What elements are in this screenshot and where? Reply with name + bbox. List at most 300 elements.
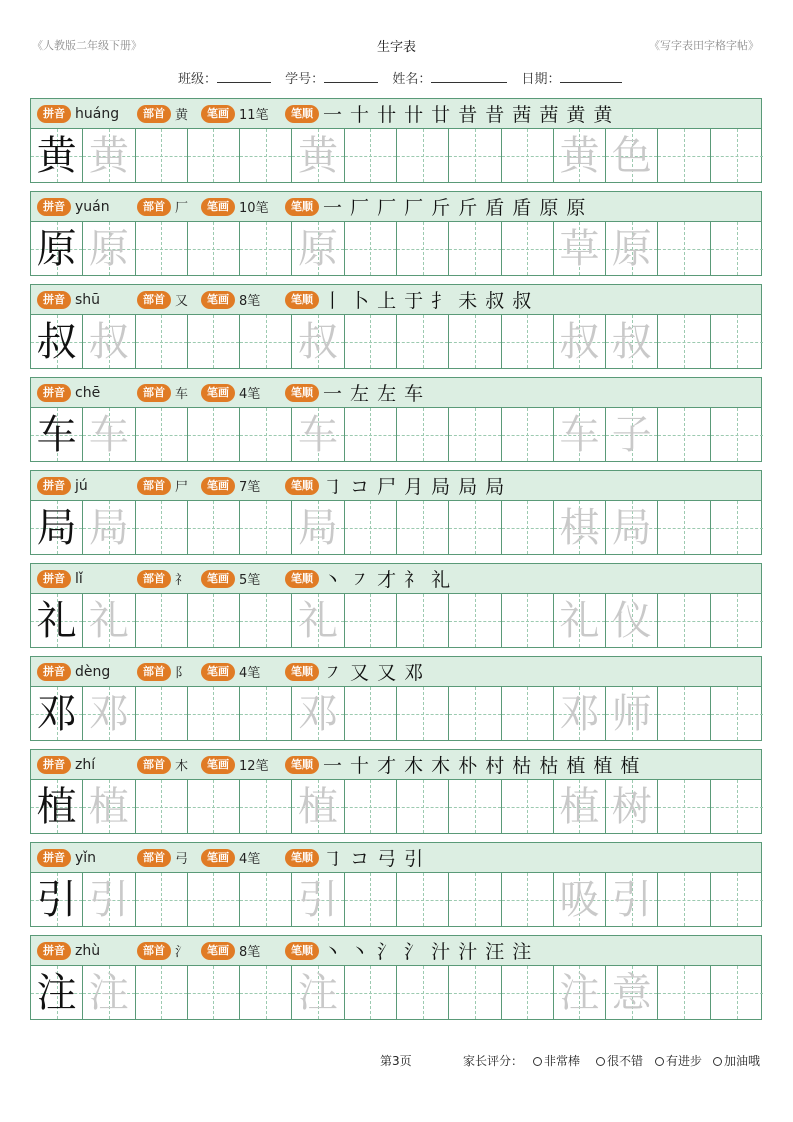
practice-cell[interactable] — [397, 408, 449, 461]
radical-badge: 部首 — [137, 291, 171, 309]
practice-cell[interactable] — [711, 966, 763, 1019]
stroke-order-value: ㇇ 又 又 邓 — [323, 662, 425, 684]
practice-cell[interactable] — [554, 129, 606, 182]
stroke-order-badge: 笔顺 — [285, 942, 319, 960]
character-unit — [30, 284, 762, 377]
trace-character: 局 — [88, 504, 129, 551]
pinyin-badge: 拼音 — [37, 384, 71, 402]
practice-grid — [30, 779, 762, 834]
practice-cell[interactable] — [345, 408, 397, 461]
practice-grid — [30, 221, 762, 276]
model-character: 叔 — [36, 318, 77, 365]
practice-cell[interactable] — [345, 966, 397, 1019]
trace-character: 师 — [611, 690, 652, 737]
trace-character: 局 — [298, 504, 339, 551]
radical-value: 氵 — [175, 945, 189, 960]
practice-cell[interactable] — [502, 687, 554, 740]
practice-cell[interactable] — [449, 501, 501, 554]
practice-cell[interactable] — [240, 687, 292, 740]
trace-character: 车 — [88, 411, 129, 458]
trace-character: 草 — [559, 225, 600, 272]
practice-cell[interactable] — [188, 594, 240, 647]
character-info-row — [30, 935, 762, 965]
practice-cell[interactable] — [711, 687, 763, 740]
practice-cell[interactable] — [188, 687, 240, 740]
practice-cell[interactable] — [188, 966, 240, 1019]
class-label: 班级： — [178, 72, 218, 87]
practice-cell[interactable] — [292, 222, 344, 275]
trace-character: 叔 — [88, 318, 129, 365]
practice-cell[interactable] — [83, 315, 135, 368]
model-character: 植 — [36, 783, 77, 830]
radical-badge: 部首 — [137, 570, 171, 588]
practice-cell[interactable] — [502, 594, 554, 647]
practice-cell[interactable] — [240, 780, 292, 833]
practice-grid — [30, 965, 762, 1020]
practice-grid — [30, 314, 762, 369]
practice-cell[interactable] — [31, 780, 83, 833]
radical-value: 木 — [175, 759, 189, 774]
pinyin-badge: 拼音 — [37, 942, 71, 960]
practice-cell[interactable] — [606, 129, 658, 182]
practice-cell[interactable] — [397, 687, 449, 740]
trace-character: 植 — [559, 783, 600, 830]
stroke-order-badge: 笔顺 — [285, 105, 319, 123]
practice-grid — [30, 500, 762, 555]
practice-cell[interactable] — [83, 966, 135, 1019]
practice-cell[interactable] — [606, 966, 658, 1019]
practice-cell[interactable] — [31, 966, 83, 1019]
trace-character: 植 — [88, 783, 129, 830]
trace-character: 意 — [611, 969, 652, 1016]
practice-cell[interactable] — [83, 408, 135, 461]
character-info-row — [30, 563, 762, 593]
character-info-row — [30, 842, 762, 872]
trace-character: 原 — [611, 225, 652, 272]
option-good[interactable] — [596, 1052, 643, 1069]
strokes-value: 7笔 — [239, 480, 261, 495]
practice-cell[interactable] — [136, 594, 188, 647]
practice-cell[interactable] — [711, 315, 763, 368]
pinyin-value: zhù — [75, 942, 101, 959]
practice-cell[interactable] — [711, 408, 763, 461]
radical-value: 尸 — [175, 480, 189, 495]
character-unit — [30, 749, 762, 842]
practice-cell[interactable] — [31, 501, 83, 554]
practice-cell[interactable] — [188, 315, 240, 368]
pinyin-value: yuán — [75, 198, 110, 215]
character-unit — [30, 377, 762, 470]
strokes-badge: 笔画 — [201, 384, 235, 402]
practice-cell[interactable] — [397, 780, 449, 833]
page-title: 生字表 — [376, 40, 416, 55]
pinyin-badge: 拼音 — [37, 477, 71, 495]
practice-cell[interactable] — [502, 315, 554, 368]
practice-cell[interactable] — [240, 966, 292, 1019]
practice-cell[interactable] — [136, 780, 188, 833]
practice-cell[interactable] — [711, 594, 763, 647]
practice-cell[interactable] — [31, 873, 83, 926]
date-blank — [560, 71, 622, 83]
practice-cell[interactable] — [136, 408, 188, 461]
radical-value: 弓 — [175, 852, 189, 867]
strokes-value: 10笔 — [239, 201, 269, 216]
practice-cell[interactable] — [31, 687, 83, 740]
character-unit — [30, 470, 762, 563]
strokes-value: 11笔 — [239, 108, 269, 123]
practice-cell[interactable] — [449, 315, 501, 368]
practice-cell[interactable] — [502, 966, 554, 1019]
trace-character: 礼 — [88, 597, 129, 644]
option-label: 很不错 — [607, 1054, 644, 1068]
option-keep-going[interactable] — [713, 1052, 760, 1069]
practice-cell[interactable] — [606, 222, 658, 275]
strokes-badge: 笔画 — [201, 291, 235, 309]
practice-cell[interactable] — [711, 222, 763, 275]
practice-cell[interactable] — [345, 873, 397, 926]
character-unit — [30, 563, 762, 656]
practice-cell[interactable] — [658, 966, 710, 1019]
practice-cell[interactable] — [292, 594, 344, 647]
practice-cell[interactable] — [554, 687, 606, 740]
radical-value: 阝 — [175, 666, 189, 681]
trace-character: 礼 — [559, 597, 600, 644]
stroke-order-value: 丶 丶 氵 氵 汁 汁 汪 注 — [323, 941, 533, 963]
stroke-order-value: 丶 ㇇ 才 礻 礼 — [323, 569, 452, 591]
practice-cell[interactable] — [31, 408, 83, 461]
trace-character: 邓 — [298, 690, 339, 737]
practice-cell[interactable] — [136, 129, 188, 182]
practice-cell[interactable] — [554, 222, 606, 275]
practice-cell[interactable] — [240, 408, 292, 461]
practice-cell[interactable] — [397, 315, 449, 368]
stroke-order-value: 一 厂 厂 厂 斤 斤 盾 盾 原 原 — [323, 197, 587, 219]
practice-cell[interactable] — [188, 408, 240, 461]
practice-cell[interactable] — [136, 966, 188, 1019]
practice-cell[interactable] — [31, 222, 83, 275]
practice-cell[interactable] — [188, 501, 240, 554]
radical-badge: 部首 — [137, 198, 171, 216]
trace-character: 子 — [611, 411, 652, 458]
practice-cell[interactable] — [83, 501, 135, 554]
trace-character: 注 — [298, 969, 339, 1016]
practice-cell[interactable] — [606, 687, 658, 740]
practice-cell[interactable] — [606, 315, 658, 368]
trace-character: 邓 — [88, 690, 129, 737]
radical-value: 礻 — [175, 573, 189, 588]
character-table — [30, 98, 762, 1028]
practice-cell[interactable] — [292, 129, 344, 182]
radio-circle-icon — [596, 1057, 605, 1066]
strokes-badge: 笔画 — [201, 849, 235, 867]
stroke-order-value: 一 十 才 木 木 朴 村 枯 枯 植 植 植 — [323, 755, 641, 777]
option-progress[interactable] — [655, 1052, 702, 1069]
trace-character: 局 — [611, 504, 652, 551]
radical-value: 厂 — [175, 201, 189, 216]
trace-character: 树 — [611, 783, 652, 830]
option-very-good[interactable] — [533, 1052, 580, 1069]
practice-cell[interactable] — [345, 501, 397, 554]
pinyin-value: yǐn — [75, 849, 97, 866]
practice-cell[interactable] — [711, 501, 763, 554]
stroke-order-badge: 笔顺 — [285, 291, 319, 309]
character-info-row — [30, 470, 762, 500]
practice-cell[interactable] — [502, 408, 554, 461]
stroke-order-badge: 笔顺 — [285, 384, 319, 402]
trace-character: 叔 — [559, 318, 600, 365]
radical-badge: 部首 — [137, 756, 171, 774]
practice-cell[interactable] — [502, 780, 554, 833]
practice-cell[interactable] — [606, 780, 658, 833]
option-label: 加油哦 — [724, 1054, 761, 1068]
practice-cell[interactable] — [711, 873, 763, 926]
strokes-value: 8笔 — [239, 945, 261, 960]
name-field — [392, 68, 507, 87]
practice-cell[interactable] — [345, 129, 397, 182]
trace-character: 植 — [298, 783, 339, 830]
model-character: 邓 — [36, 690, 77, 737]
character-unit — [30, 935, 762, 1028]
trace-character: 邓 — [559, 690, 600, 737]
pinyin-value: chē — [75, 384, 101, 401]
date-field — [521, 68, 622, 87]
pinyin-badge: 拼音 — [37, 291, 71, 309]
practice-cell[interactable] — [136, 501, 188, 554]
practice-cell[interactable] — [449, 129, 501, 182]
practice-cell[interactable] — [240, 501, 292, 554]
model-character: 局 — [36, 504, 77, 551]
book-title: 《人教版二年级下册》 — [32, 39, 142, 52]
practice-cell[interactable] — [658, 501, 710, 554]
practice-cell[interactable] — [449, 966, 501, 1019]
character-unit — [30, 656, 762, 749]
stroke-order-value: 丨 卜 上 于 扌 未 叔 叔 — [323, 290, 533, 312]
practice-cell[interactable] — [554, 966, 606, 1019]
practice-cell[interactable] — [449, 594, 501, 647]
strokes-badge: 笔画 — [201, 942, 235, 960]
student-no-label: 学号： — [285, 72, 325, 87]
practice-cell[interactable] — [83, 222, 135, 275]
practice-cell[interactable] — [31, 594, 83, 647]
practice-cell[interactable] — [554, 501, 606, 554]
practice-cell[interactable] — [554, 594, 606, 647]
strokes-badge: 笔画 — [201, 477, 235, 495]
model-character: 原 — [36, 225, 77, 272]
practice-cell[interactable] — [658, 594, 710, 647]
radio-circle-icon — [533, 1057, 542, 1066]
practice-grid — [30, 872, 762, 927]
practice-cell[interactable] — [292, 315, 344, 368]
practice-cell[interactable] — [292, 873, 344, 926]
copybook-title: 《写字表田字格字帖》 — [649, 39, 759, 52]
pinyin-badge: 拼音 — [37, 849, 71, 867]
practice-cell[interactable] — [240, 129, 292, 182]
practice-cell[interactable] — [345, 780, 397, 833]
strokes-value: 4笔 — [239, 852, 261, 867]
practice-cell[interactable] — [292, 501, 344, 554]
practice-cell[interactable] — [449, 408, 501, 461]
practice-cell[interactable] — [658, 873, 710, 926]
practice-cell[interactable] — [554, 780, 606, 833]
practice-cell[interactable] — [240, 594, 292, 647]
practice-cell[interactable] — [449, 780, 501, 833]
stroke-order-badge: 笔顺 — [285, 570, 319, 588]
trace-character: 引 — [611, 876, 652, 923]
trace-character: 礼 — [298, 597, 339, 644]
strokes-badge: 笔画 — [201, 756, 235, 774]
practice-cell[interactable] — [606, 501, 658, 554]
practice-cell[interactable] — [83, 780, 135, 833]
pinyin-value: lǐ — [75, 570, 83, 587]
stroke-order-badge: 笔顺 — [285, 663, 319, 681]
practice-cell[interactable] — [292, 687, 344, 740]
practice-cell[interactable] — [345, 315, 397, 368]
stroke-order-value: ㇆ コ 尸 月 局 局 局 — [323, 476, 506, 498]
radical-value: 又 — [175, 294, 189, 309]
practice-cell[interactable] — [449, 873, 501, 926]
practice-cell[interactable] — [240, 873, 292, 926]
practice-cell[interactable] — [292, 780, 344, 833]
practice-cell[interactable] — [83, 594, 135, 647]
trace-character: 叔 — [611, 318, 652, 365]
trace-character: 叔 — [298, 318, 339, 365]
strokes-value: 8笔 — [239, 294, 261, 309]
radical-badge: 部首 — [137, 663, 171, 681]
page-number: 第3页 — [380, 1054, 412, 1068]
stroke-order-value: 一 十 卄 卄 廿 昔 昔 茜 茜 黄 黄 — [323, 104, 614, 126]
practice-grid — [30, 686, 762, 741]
radical-badge: 部首 — [137, 849, 171, 867]
practice-cell[interactable] — [711, 129, 763, 182]
stroke-order-badge: 笔顺 — [285, 849, 319, 867]
stroke-order-badge: 笔顺 — [285, 198, 319, 216]
practice-cell[interactable] — [658, 129, 710, 182]
practice-cell[interactable] — [136, 873, 188, 926]
pinyin-badge: 拼音 — [37, 198, 71, 216]
student-no-field — [285, 68, 378, 87]
strokes-badge: 笔画 — [201, 198, 235, 216]
practice-cell[interactable] — [136, 687, 188, 740]
radical-badge: 部首 — [137, 384, 171, 402]
practice-cell[interactable] — [188, 222, 240, 275]
practice-cell[interactable] — [658, 780, 710, 833]
stroke-order-badge: 笔顺 — [285, 756, 319, 774]
practice-cell[interactable] — [554, 408, 606, 461]
practice-cell[interactable] — [502, 129, 554, 182]
practice-cell[interactable] — [188, 873, 240, 926]
pinyin-badge: 拼音 — [37, 663, 71, 681]
option-label: 有进步 — [666, 1054, 703, 1068]
practice-cell[interactable] — [136, 222, 188, 275]
practice-cell[interactable] — [658, 408, 710, 461]
practice-cell[interactable] — [502, 222, 554, 275]
date-label: 日期： — [521, 72, 561, 87]
practice-cell[interactable] — [397, 594, 449, 647]
practice-cell[interactable] — [292, 966, 344, 1019]
trace-character: 棋 — [559, 504, 600, 551]
trace-character: 黄 — [88, 132, 129, 179]
practice-cell[interactable] — [397, 966, 449, 1019]
stroke-order-badge: 笔顺 — [285, 477, 319, 495]
practice-cell[interactable] — [31, 129, 83, 182]
practice-cell[interactable] — [83, 873, 135, 926]
pinyin-value: huáng — [75, 105, 120, 122]
practice-cell[interactable] — [554, 315, 606, 368]
trace-character: 原 — [298, 225, 339, 272]
practice-cell[interactable] — [397, 873, 449, 926]
radical-badge: 部首 — [137, 942, 171, 960]
practice-grid — [30, 407, 762, 462]
practice-cell[interactable] — [136, 315, 188, 368]
practice-cell[interactable] — [345, 222, 397, 275]
character-info-row — [30, 656, 762, 686]
practice-cell[interactable] — [83, 687, 135, 740]
practice-cell[interactable] — [658, 687, 710, 740]
strokes-value: 4笔 — [239, 387, 261, 402]
pinyin-badge: 拼音 — [37, 756, 71, 774]
strokes-badge: 笔画 — [201, 105, 235, 123]
practice-cell[interactable] — [606, 594, 658, 647]
trace-character: 原 — [88, 225, 129, 272]
practice-cell[interactable] — [711, 780, 763, 833]
practice-cell[interactable] — [397, 501, 449, 554]
student-no-blank — [324, 71, 378, 83]
practice-cell[interactable] — [502, 501, 554, 554]
trace-character: 注 — [559, 969, 600, 1016]
practice-cell[interactable] — [188, 129, 240, 182]
practice-cell[interactable] — [292, 408, 344, 461]
pinyin-badge: 拼音 — [37, 570, 71, 588]
practice-cell[interactable] — [397, 129, 449, 182]
pinyin-value: dèng — [75, 663, 111, 680]
character-info-row — [30, 191, 762, 221]
practice-grid — [30, 128, 762, 183]
practice-cell[interactable] — [345, 687, 397, 740]
option-label: 非常棒 — [544, 1054, 581, 1068]
strokes-value: 4笔 — [239, 666, 261, 681]
practice-cell[interactable] — [397, 222, 449, 275]
radical-badge: 部首 — [137, 105, 171, 123]
practice-cell[interactable] — [658, 315, 710, 368]
model-character: 引 — [36, 876, 77, 923]
practice-cell[interactable] — [449, 222, 501, 275]
practice-cell[interactable] — [240, 222, 292, 275]
practice-cell[interactable] — [606, 408, 658, 461]
stroke-order-value: 一 左 左 车 — [323, 383, 425, 405]
class-blank — [217, 71, 271, 83]
practice-cell[interactable] — [658, 222, 710, 275]
practice-cell[interactable] — [345, 594, 397, 647]
strokes-value: 12笔 — [239, 759, 269, 774]
practice-cell[interactable] — [606, 873, 658, 926]
name-label: 姓名： — [392, 72, 432, 87]
model-character: 黄 — [36, 132, 77, 179]
stroke-order-value: ㇆ コ 弓 引 — [323, 848, 425, 870]
practice-cell[interactable] — [449, 687, 501, 740]
trace-character: 引 — [298, 876, 339, 923]
practice-cell[interactable] — [188, 780, 240, 833]
trace-character: 仪 — [611, 597, 652, 644]
practice-cell[interactable] — [240, 315, 292, 368]
practice-cell[interactable] — [554, 873, 606, 926]
practice-cell[interactable] — [502, 873, 554, 926]
practice-cell[interactable] — [83, 129, 135, 182]
practice-cell[interactable] — [31, 315, 83, 368]
pinyin-badge: 拼音 — [37, 105, 71, 123]
model-character: 车 — [36, 411, 77, 458]
trace-character: 车 — [559, 411, 600, 458]
trace-character: 引 — [88, 876, 129, 923]
